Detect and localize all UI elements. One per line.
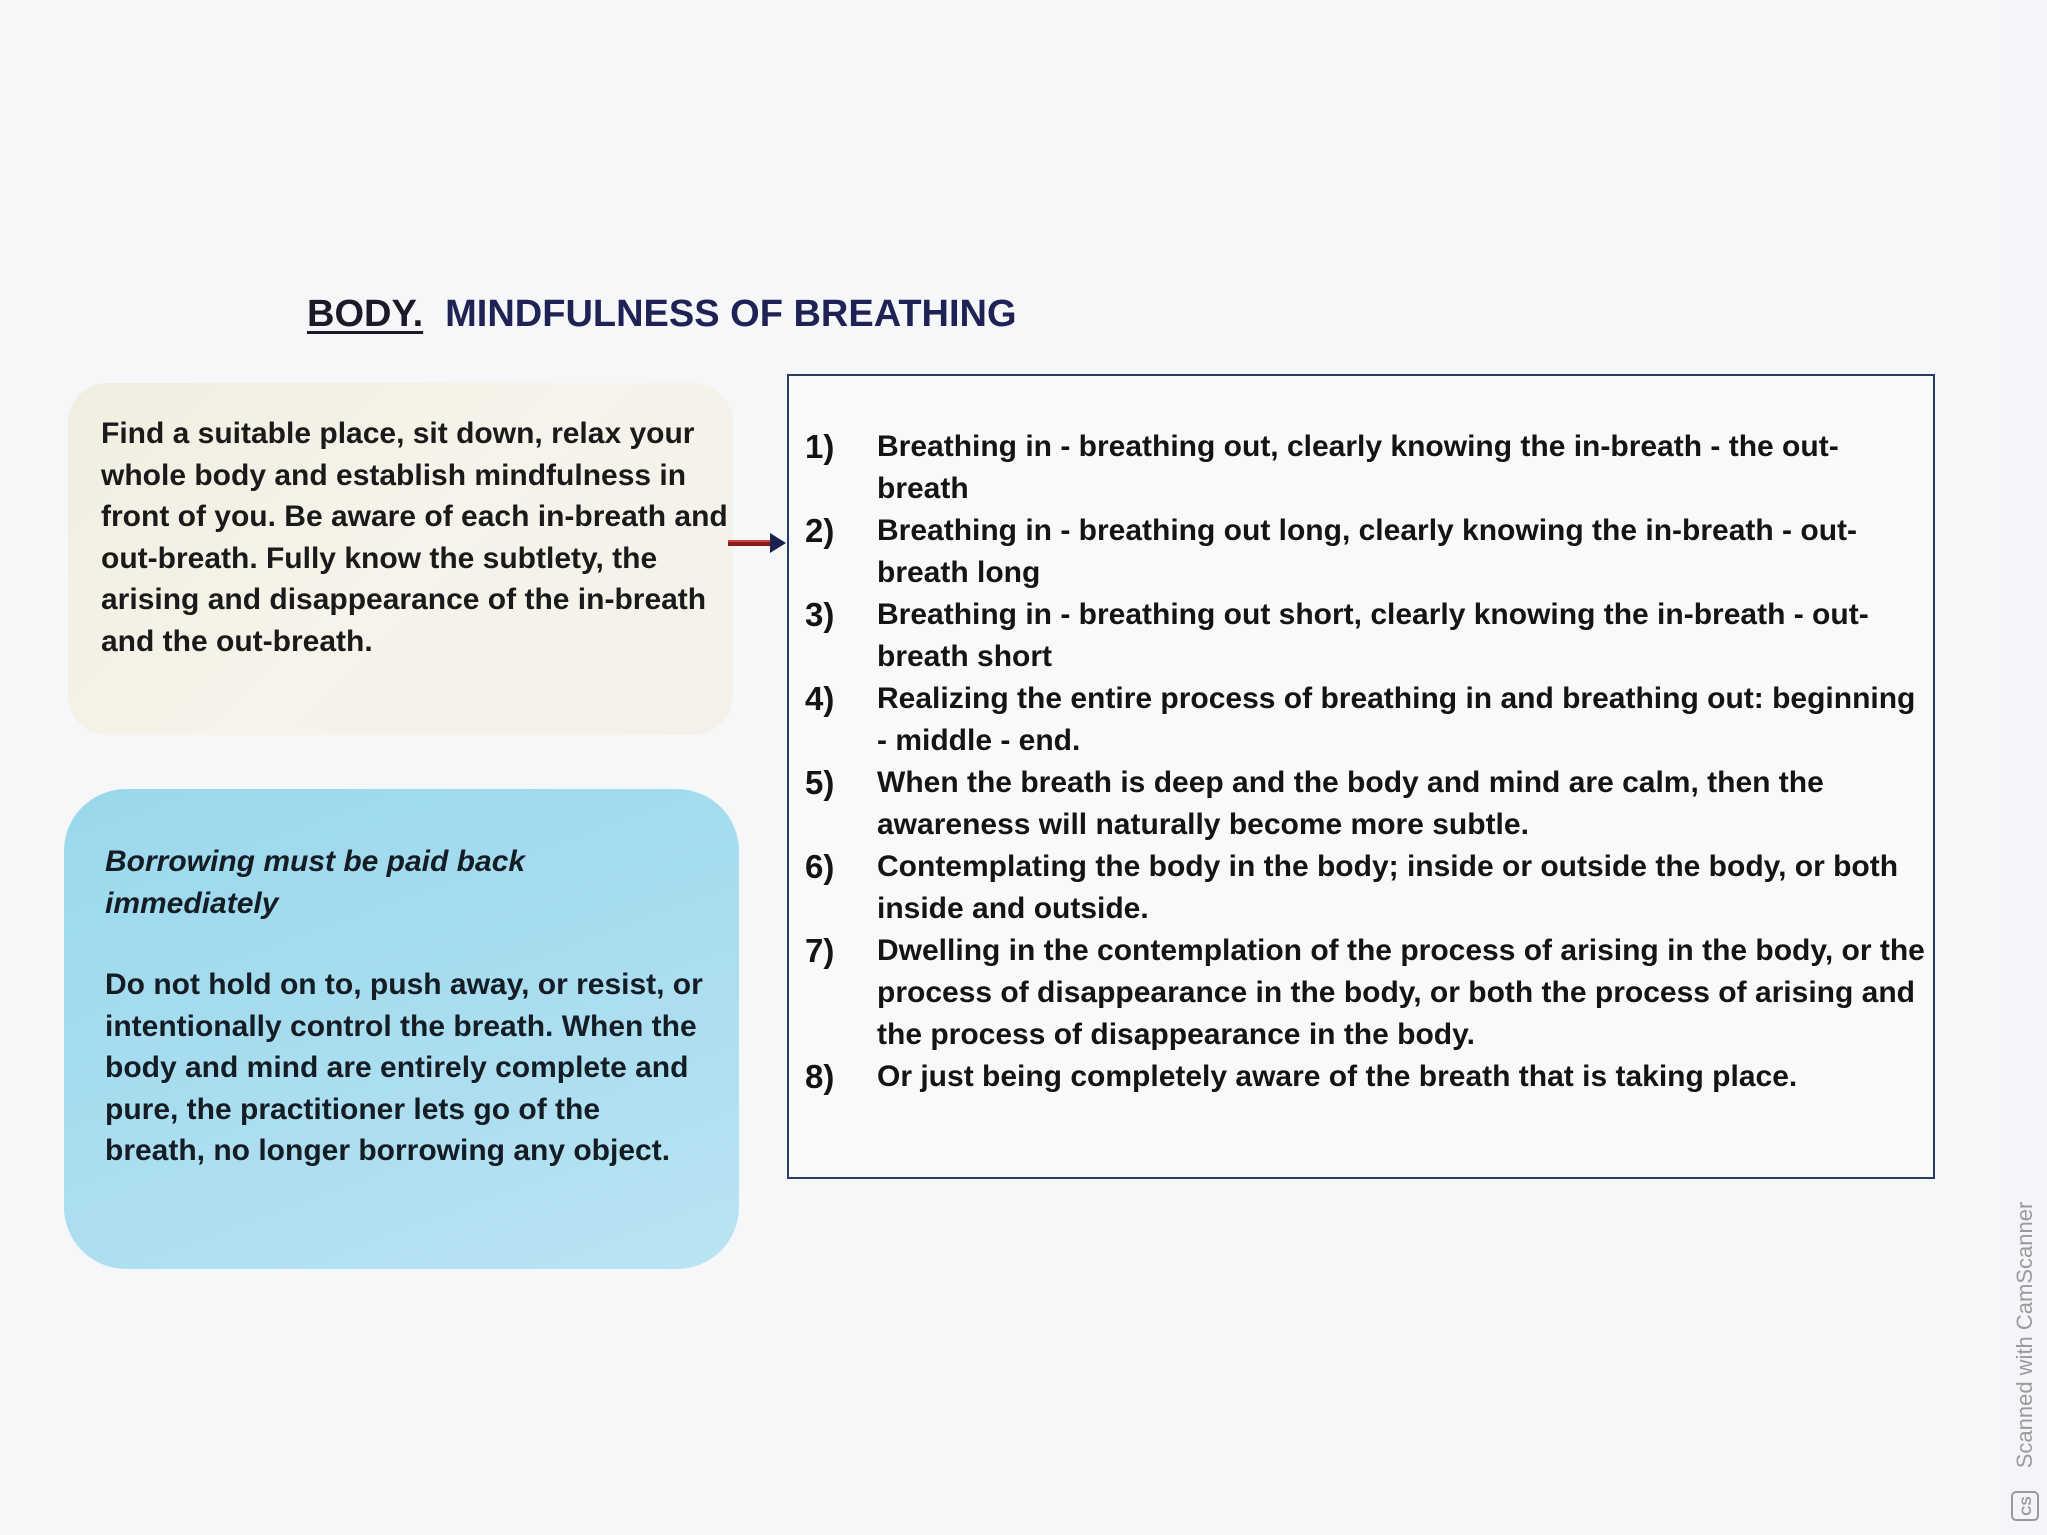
step-number: 8)	[805, 1058, 835, 1095]
step-number: 1)	[805, 428, 835, 465]
page-title	[307, 288, 1017, 340]
step-number: 2)	[805, 512, 835, 549]
step-text: Realizing the entire process of breathing in and breathing out: beginning - middle - end.	[877, 682, 1916, 757]
step-number: 3)	[805, 596, 835, 633]
borrowing-heading: Borrowing must be paid back immediately	[105, 845, 526, 920]
step-number: 5)	[805, 764, 835, 801]
step-text: Or just being completely aware of the breath that is taking place.	[877, 1060, 1798, 1093]
scanner-watermark	[2008, 1195, 2042, 1525]
step-text: Dwelling in the contemplation of the process of arising in the body, or the process of disappearance in the body, or both the process of arising and the process of disappearance in the body.	[877, 934, 1925, 1051]
step-text: Breathing in - breathing out short, clearly knowing the in-breath - out-breath short	[877, 598, 1869, 673]
step-item	[805, 678, 1930, 762]
step-item	[805, 426, 1930, 510]
steps-list	[805, 426, 1930, 1098]
camscanner-logo-icon	[2011, 1491, 2039, 1521]
step-item	[805, 1056, 1930, 1098]
borrowing-body: Do not hold on to, push away, or resist, or intentionally control the breath. When the body and mind are entirely complete and pure, the practitioner lets go of the breath, no longer borrowing any object.	[105, 968, 703, 1167]
step-item	[805, 762, 1930, 846]
title-prefix: BODY.	[307, 293, 424, 335]
intro-text: Find a suitable place, sit down, relax your whole body and establish mindfulness in front of you. Be aware of each in-breath and out-breath. Fully know the subtlety, the arising and disappearance of the in-breath and the out-breath.	[101, 417, 728, 658]
steps-box	[787, 374, 1935, 1179]
step-item	[805, 594, 1930, 678]
step-item	[805, 930, 1930, 1056]
watermark-text: Scanned with CamScanner	[2012, 1201, 2037, 1469]
step-item	[805, 510, 1930, 594]
step-number: 6)	[805, 848, 835, 885]
logo-text: CS	[2018, 1496, 2034, 1516]
step-number: 4)	[805, 680, 835, 717]
arrow-right-icon	[728, 531, 786, 555]
intro-box	[68, 383, 733, 735]
borrowing-box	[64, 789, 739, 1269]
step-number: 7)	[805, 932, 835, 969]
step-item	[805, 846, 1930, 930]
step-text: When the breath is deep and the body and mind are calm, then the awareness will naturally become more subtle.	[877, 766, 1824, 841]
step-text: Breathing in - breathing out, clearly knowing the in-breath - the out-breath	[877, 430, 1839, 505]
title-main: MINDFULNESS OF BREATHING	[445, 293, 1017, 335]
step-text: Breathing in - breathing out long, clearly knowing the in-breath - out-breath long	[877, 514, 1857, 589]
step-text: Contemplating the body in the body; inside or outside the body, or both inside and outside.	[877, 850, 1899, 925]
